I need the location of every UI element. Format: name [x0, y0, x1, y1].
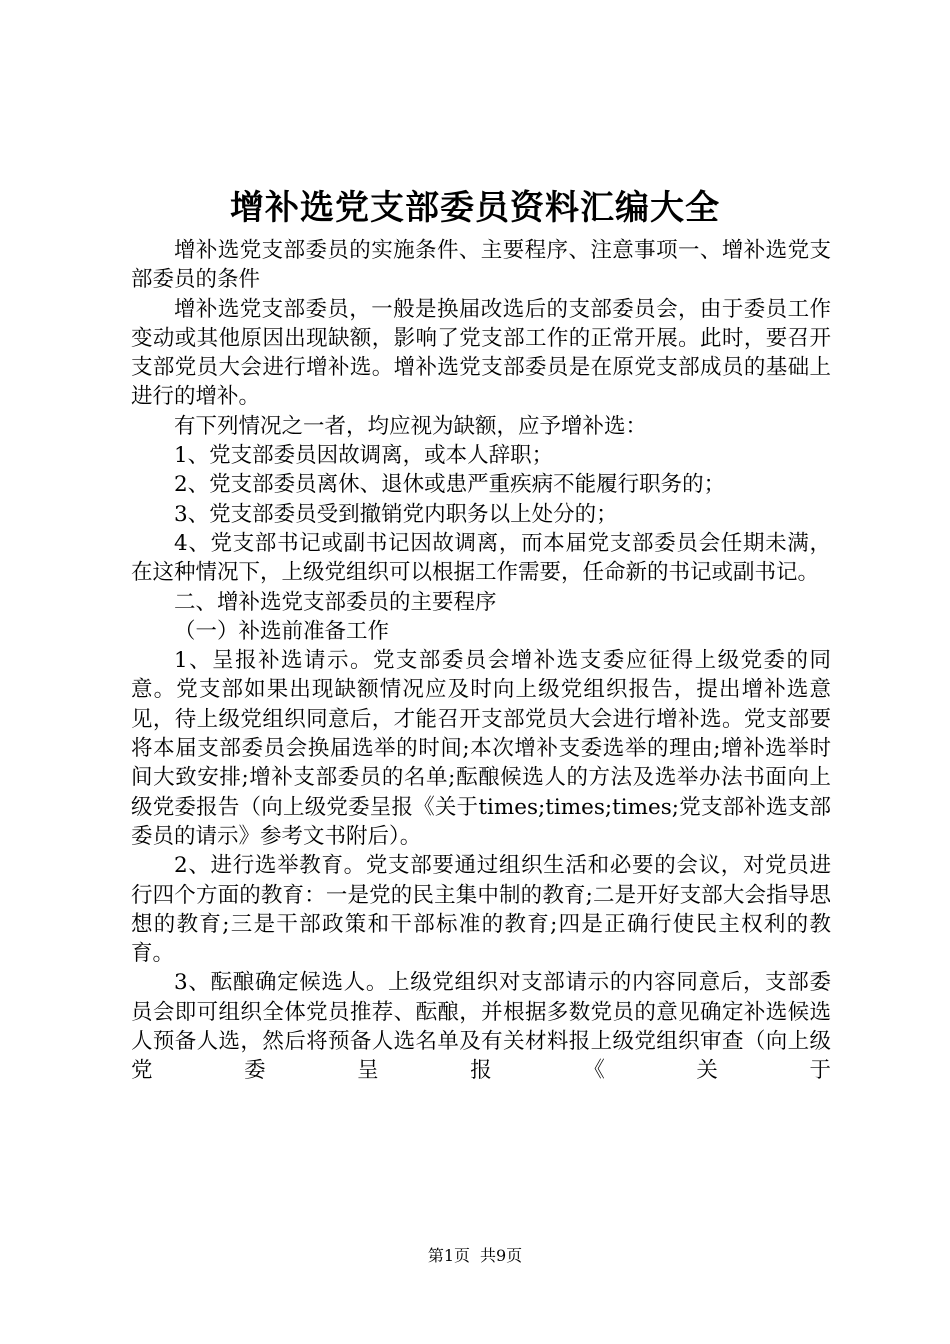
page-number: 第1页: [427, 1246, 470, 1265]
paragraph-step-1: 1、呈报补选请示。党支部委员会增补选支委应征得上级党委的同意。党支部如果出现缺额情况应及时向上级党组织报告，提出增补选意见，待上级党组织同意后，才能召开支部党员大会进行增补选。党支部要将本届支部委员会换届选举的时间;本次增补支委选举的理由;增补选举时间大致安排;增补支部委员的名单;酝酿候选人的方法及选举办法书面向上级党委报告（向上级党委呈报《关于times;times;times;党支部补选支部委员的请示》参考文书附后）。: [131, 648, 831, 849]
paragraph-conditions: 增补选党支部委员，一般是换届改选后的支部委员会，由于委员工作变动或其他原因出现缺额，影响了党支部工作的正常开展。此时，要召开支部党员大会进行增补选。增补选党支部委员是在原党支部成员的基础上进行的增补。: [131, 296, 831, 410]
document-body: [131, 236, 831, 1086]
document-title: 增补选党支部委员资料汇编大全: [230, 188, 720, 228]
list-item-case-2: 2、党支部委员离休、退休或患严重疾病不能履行职务的；: [174, 472, 726, 498]
paragraph-intro: 增补选党支部委员的实施条件、主要程序、注意事项一、增补选党支部委员的条件: [131, 238, 831, 293]
section-heading-procedure: 二、增补选党支部委员的主要程序: [174, 589, 497, 615]
paragraph-step-2: 2、进行选举教育。党支部要通过组织生活和必要的会议，对党员进行四个方面的教育：一是党的民主集中制的教育;二是开好支部大会指导思想的教育;三是干部政策和干部标准的教育;四是正确行使民主权利的教育。: [131, 853, 831, 967]
list-item-case-3: 3、党支部委员受到撤销党内职务以上处分的；: [174, 501, 618, 527]
page-total: 共9页: [480, 1246, 523, 1265]
list-item-case-4: 4、党支部书记或副书记因故调离，而本届党支部委员会任期未满，在这种情况下，上级党组织可以根据工作需要，任命新的书记或副书记。: [131, 530, 831, 586]
paragraph-vacancy-cases: 有下列情况之一者，均应视为缺额，应予增补选：: [174, 413, 648, 439]
paragraph-step-3: 3、酝酿确定候选人。上级党组织对支部请示的内容同意后，支部委员会即可组织全体党员推荐、酝酿，并根据多数党员的意见确定补选候选人预备人选，然后将预备人选名单及有关材料报上级党组织审查（向上级党委呈报《关于: [131, 970, 831, 1084]
page-footer: [0, 1245, 950, 1267]
subsection-heading-preparation: （一）补选前准备工作: [174, 618, 390, 644]
list-item-case-1: 1、党支部委员因故调离，或本人辞职；: [174, 443, 554, 469]
